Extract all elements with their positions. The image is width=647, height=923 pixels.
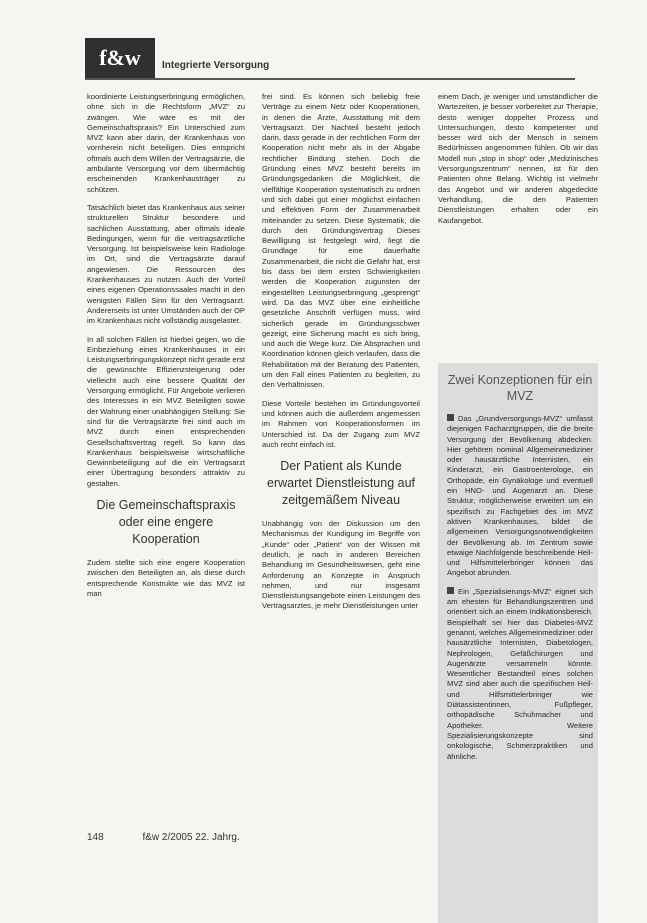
paragraph: Unabhängig von der Diskussion um den Mechanismus der Kundigung im Begriffe von „Kunde“ oder „Patient“ von der Wissen mit deutlich, je nach in anderen Bereichen Behandlung im Gesundheitswesen, geht eine Anforderung an Konzepte in Anspruch nehmen, und nur insgesamt Dienstleistungsangebote einen Leistungen des Vertragsarztes, je mehr Dienstleistungen unter: [262, 519, 420, 611]
paragraph: frei sind. Es können sich beliebig freie Verträge zu einem Netz oder Kooperationen, in denen die Ärzte, Ausstattung mit dem Vertragsarzt. Der Nachteil besteht jedoch darin, dass gerade in der rechtlichen Form der Kooperation nicht mehr als in der Abgabe rechtlicher Bindung stehen. Doch die Gründung eines MVZ besteht bereits im Gründungsgedanken die Möglichkeit, die vielfältige Kooperation systematisch zu ordnen und sich dabei gut einer möglichst einfachen und effektiven Form der Zusammenarbeit miteinander zu setzen. Diese Systematik, die durch den Gründungsvertrag Dieses Bewilligung ist festgelegt wird, liegt die Grundlage für eine dauerhafte Zusammenarbeit, die nicht die Gefahr hat, erst bis dass bei dem ersten Schwierigkeiten werden die Kooperation zugunsten der eingestellten Leistungserbringung „gesprengt“ wird. Da das MVZ über eine einheitliche gesetzliche Anschrift verfügen muss, wird sicherlich gerade im Gründungsschwer gezeigt, eine Sicherung macht es sich bring, und auch die Wege kurz. Die Absprachen und Koordination können gleich verlaufen, dass die Rehabilitation mit der Beratung des Patienten, um den Fall eines Patienten zu begleiten, zu den Verhältnissen.: [262, 92, 420, 390]
info-box-text: Ein „Spezialisierungs-MVZ“ eignet sich am ehesten für Behandlungszentren und orientiert sich an einem Indikationsbereich. Beispielhaft sei hier das Diabetes-MVZ genannt, welches Allgemeinmediziner oder hausärztliche Internisten, Diabetologen, Nephrologen, Gefäßchirurgen und Augenärzte versammeln könnte. Wesentlicher Bestandteil eines solchen MVZ sind aber auch die spezifischen Heil- und Hilfsmittelerbringer wie Diätassistentinnen, Fußpfleger, orthopädische Schuhmacher und Apotheker. Weitere Spezialisierungskonzepte sind onkologische, Schmerzpraktiken und ähnliche.: [447, 586, 593, 761]
paragraph: Tatsächlich bietet das Krankenhaus aus seiner strukturellen Struktur besondere und sachlichen Ausstattung, aber oftmals ideale Bedingungen, wenn für die vertragsärztliche Versorgung. Ist beispielsweise kein Radiologe im Ort, sind die Vertragsärzte darauf angewiesen. Die Ressourcen des Krankenhauses zu nutzen. Auch der Vorteil eines eigenen Operationssaales macht in den wenigsten Fällen Sinn für den Vertragsarzt. Andererseits ist unter Umständen auch der OP im Krankenhaus nicht vollständig ausgelastet.: [87, 202, 245, 326]
column-3: [438, 92, 598, 234]
journal-logo: f&w: [85, 38, 155, 78]
column-1: [87, 92, 245, 607]
header-rule: [85, 52, 575, 80]
info-box-paragraph: [447, 414, 593, 579]
paragraph: koordinierte Leistungserbringung ermöglichen, ohne sich in die Rechtsform „MVZ“ zu zwängen. Wie wäre es mit der Gemeinschaftspraxis? Ein Unterschied zum MVZ kann aber darin, der Krankenhaus von vornherein nicht beteiligen. Dies entspricht oftmals auch dem Willen der Vertragsärzte, die ambulante Versorgung vor dem übermächtig erscheinenden Krankenhausträger zu schützen.: [87, 92, 245, 194]
paragraph: Zudem stellte sich eine engere Kooperation zwischen den Beteiligten an, als diese durch entsprechende Konstrukte wie das MVZ ist man: [87, 557, 245, 598]
subheading: Die Gemeinschaftspraxis oder eine engere Kooperation: [96, 497, 236, 546]
paragraph: In all solchen Fällen ist hierbei gegen, wo die Einbeziehung eines Krankenhauses in ein Leistungserbringungskonzept nicht gerade erst die gewünschte Effizienzsteigerung oder vielleicht auch eine bessere Qualität der Versorgung ermöglicht. Für Angebote verlieren des Interesses in ein MVZ Beteiligten sowie der Wahrung einer unabhängigen Stellung: Sie sind für die Vertragsärzte frei sind auch im MVZ durch einen entsprechenden Gesellschaftsvertrag regelt. So kann das Krankenhaus beispielsweise wirtschaftliche Gewinnbeteiligung auf die ein Vertragsarzt einer Übertragung besonders attraktiv zu gestalten.: [87, 334, 245, 488]
page-number: 148: [87, 832, 104, 843]
subheading: Der Patient als Kunde erwartet Dienstleistung auf zeitgemäßem Niveau: [267, 459, 415, 508]
journal-issue: f&w 2/2005 22. Jahrg.: [142, 832, 240, 843]
info-box-title: Zwei Konzeptionen für ein MVZ: [447, 373, 593, 403]
paragraph: einem Dach, je weniger und umständlicher die Wartezeiten, je besser vorbereitet zur Therapie, desto weniger doppelter Prozess und Untersuchungen, desto kompetenter und besser wird sich der Mensch in seinem Bedürfnissen angenommen fühlen. Ob wir das Modell nun „stop in shop“ oder „Medizinisches Versorgungszentrum“ nennen, ist für den Patienten ohne Belang. Wichtig ist vielmehr das Angebot und wir anderen abgedeckte Verhandlung, die den Patienten Dienstleistungen erhalten oder ein Kaufangebot.: [438, 92, 598, 225]
column-2: [262, 92, 420, 620]
section-title: Integrierte Versorgung: [162, 60, 270, 71]
page-footer: [87, 832, 240, 843]
paragraph: Diese Vorteile bestehen im Gründungsvorteil und können auch die außerdem angemessen im Rahmen von Kooperationsformen im Unterschied ist. Da der Zugang zum MVZ auch recht einfach ist.: [262, 398, 420, 449]
square-bullet-icon: [447, 414, 454, 421]
info-box-text: Das „Grundversorgungs-MVZ“ umfasst diejenigen Facharztgruppen, die die breite Versorgung der Bevölkerung abdecken. Hier gehören nominal Allgemeinmediziner oder hausärztliche Internisten, ein Kinderarzt, ein Gastroenterologe, ein Orthopäde, ein Gynäkologe und eventuell ein HNO- und Augenarzt an. Diese Struktur, möglicherweise erweitert um ein spezifisch zu Fachgebiet des im MVZ aktiven Krankenhauses, bildet die allgemeinen Versorgungsnotwendigkeiten der Bevölkerung ab. Im Zentrum sowie etwaige Nachfolgende beschreibende Heil- und Hilfsmittelerbringer können das Angebot abrunden.: [447, 414, 593, 578]
square-bullet-icon: [447, 587, 454, 594]
info-box-content: [447, 372, 593, 770]
info-box-paragraph: [447, 587, 593, 762]
